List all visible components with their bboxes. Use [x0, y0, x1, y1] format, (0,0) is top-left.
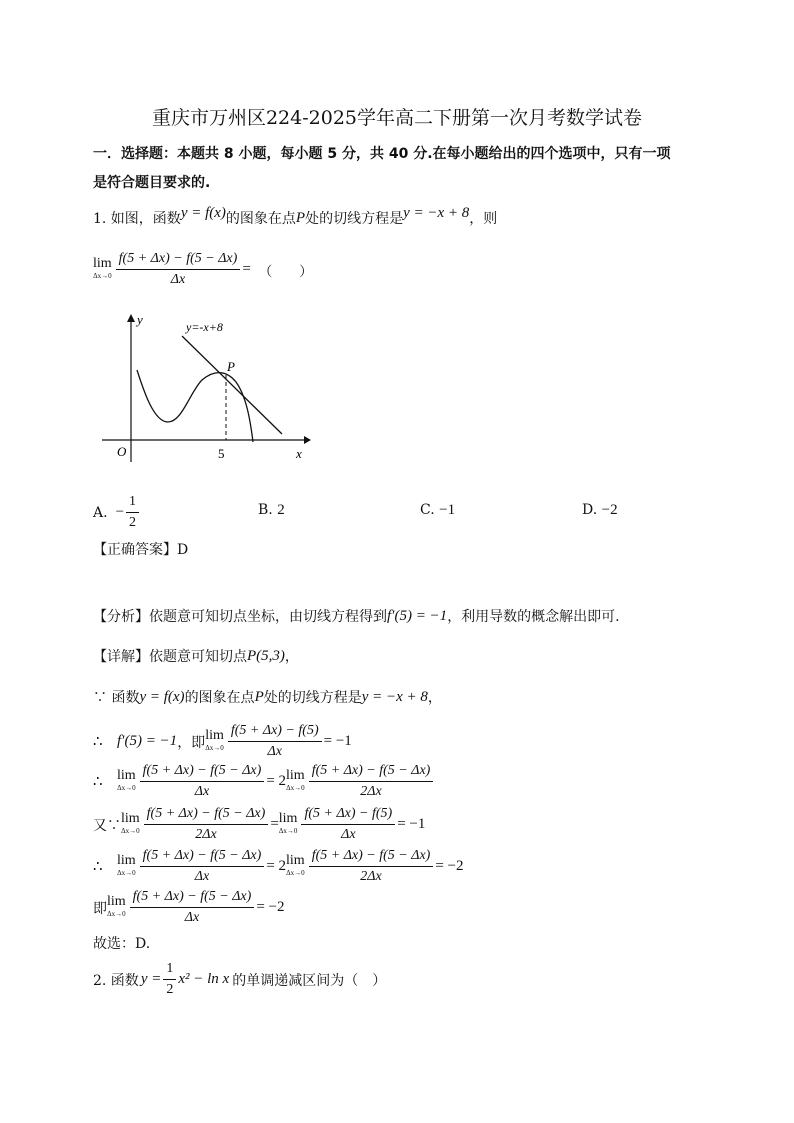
point-label: P	[227, 359, 235, 374]
q1-function: y = f(x)	[180, 204, 226, 221]
q1-prefix: 1. 如图，函数	[93, 211, 181, 227]
step-3: ∴ lim Δx→0 $\frac{f(5 + \Delta x) - f(5 - \Delta x)}{\Delta x}$ = 2 lim Δx→0 $\frac{f(5 + \Delta x) - f(5 - \Delta x)}{2\Delta x}$	[93, 762, 435, 801]
step-1: ∵ 函数 y = f(x) 的图象在点 P 处的切线方程是 y = −x + 8 ，	[93, 688, 442, 706]
step-4: 又∵ lim Δx→0 $\frac{f(5 + \Delta x) - f(5 - \Delta x)}{2\Delta x}$ = lim Δx→0 $\frac{f(5 + \Delta x) - f(5)}{\Delta x}$ = −1	[93, 806, 426, 842]
q1-stem	[93, 204, 498, 228]
tangent-line	[182, 336, 282, 434]
q1-tangent: y = −x + 8	[403, 204, 470, 221]
q1-limit-expression	[93, 250, 313, 289]
choice-a: A. − $\frac{1}{2}$	[93, 493, 141, 532]
y-axis-label: y	[137, 312, 143, 327]
q1-graph	[96, 310, 311, 470]
tangent-label: y=-x+8	[186, 320, 223, 334]
step-6: 即 lim Δx→0 $\frac{f(5 + \Delta x) - f(5 - \Delta x)}{\Delta x}$ = −2	[93, 889, 285, 925]
q1-mid: 的图象在点	[225, 211, 296, 227]
function-curve	[137, 370, 253, 442]
choice-c: C. −1	[420, 502, 456, 518]
origin-label: O	[117, 444, 127, 459]
choice-d: D. −2	[582, 502, 618, 518]
analysis-line: 【分析】依题意可知切点坐标，由切线方程得到 f′(5) = −1 ，利用导数的概念解出即可.	[93, 607, 620, 625]
page-title: 重庆市万州区224-2025学年高二下册第一次月考数学试卷	[151, 107, 643, 129]
detail-line: 【详解】依题意可知切点 P(5,3) ，	[93, 647, 299, 665]
y-axis-arrow	[127, 314, 135, 322]
choice-b: B. 2	[258, 502, 285, 518]
q1-suffix: ，则	[469, 211, 498, 227]
x-axis-label: x	[296, 446, 302, 461]
q1-fraction: $\frac{f(5 + \Delta x) - f(5 - \Delta x)}{\Delta x}$	[116, 250, 241, 289]
q1-mid2: 处的切线方程是	[305, 211, 404, 227]
section-heading-line2: 是符合题目要求的.	[93, 175, 211, 191]
step-5: ∴ lim Δx→0 $\frac{f(5 + \Delta x) - f(5 - \Delta x)}{\Delta x}$ = 2 lim Δx→0 $\frac{f(5 + \Delta x) - f(5 - \Delta x)}{2\Delta x}$ = −2	[93, 848, 464, 884]
equals-sign: =	[242, 261, 251, 277]
conclusion: 故选：D.	[93, 936, 151, 952]
q2-stem: 2. 函数 y = $\frac{1}{2}$ x² − ln x 的单调递减区间为（ ）	[93, 961, 387, 997]
section-heading-line1: 一．选择题：本题共 8 小题，每小题 5 分，共 40 分.在每小题给出的四个选项中，只有一项	[93, 146, 671, 162]
answer-blank: （ ）	[258, 263, 313, 280]
step-2: ∴ f′(5) = −1 ，即 lim Δx→0 $\frac{f(5 + \Delta x) - f(5)}{\Delta x}$ = −1	[93, 723, 352, 759]
correct-answer: 【正确答案】D	[93, 542, 189, 558]
x-axis-arrow	[304, 436, 311, 444]
limit-operator: lim Δx→0	[93, 255, 112, 280]
q1-point: P	[295, 209, 306, 226]
tick-label-5: 5	[218, 446, 225, 461]
